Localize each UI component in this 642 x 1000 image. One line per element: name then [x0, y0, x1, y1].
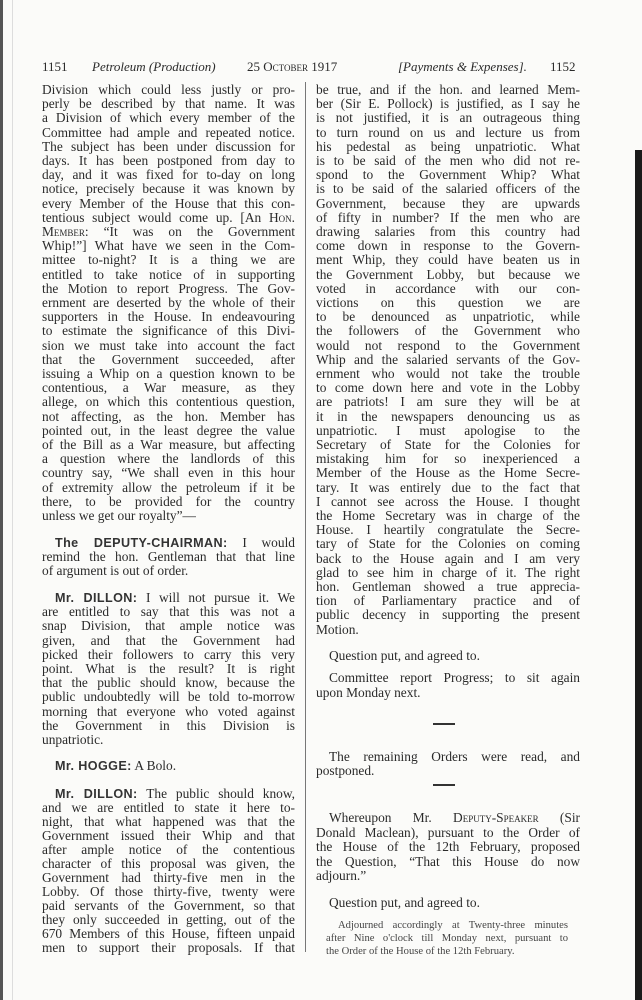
- text-segment: public decency in supporting the present: [316, 607, 580, 623]
- text-line: [316, 281, 580, 296]
- text-segment: The public should know,: [137, 786, 295, 801]
- text-segment: glad to see him in charge of it. The right: [316, 564, 580, 580]
- text-line: [329, 670, 580, 685]
- text-segment: pointed out, in the least degree the value: [42, 422, 295, 438]
- text-segment: to come down here and vote in the Lobby: [316, 380, 580, 396]
- text-segment: unless we get our royalty”—: [42, 508, 196, 523]
- text-line: [42, 689, 295, 704]
- text-line: [42, 96, 295, 111]
- text-line: [42, 252, 295, 267]
- text-line: [316, 423, 580, 438]
- text-segment: mistaking him for so inexperienced a: [316, 451, 580, 467]
- text-segment: of the Bill as a War measure, but affecting: [42, 437, 295, 452]
- text-segment: Adjourned accordingly at Twenty-three minutes: [338, 920, 568, 931]
- text-segment: be true, and if the hon. and learned Mem-: [316, 82, 580, 97]
- text-segment: Government, because they are upwards: [316, 195, 580, 211]
- text-line: [42, 196, 295, 211]
- text-line: [316, 839, 580, 854]
- speaker-name: Mr. DILLON:: [55, 787, 138, 801]
- text-segment: mittee to-night? It is a thing we are: [42, 252, 295, 268]
- text-segment: contentious, a War measure, as they: [42, 380, 295, 396]
- small-caps-text: Hon.: [268, 209, 295, 225]
- text-segment: the followers of the Government who: [316, 323, 580, 339]
- left-page-number: 1151: [42, 59, 68, 74]
- text-segment: country say, “We shall even in this hour: [42, 465, 295, 481]
- text-line: [42, 508, 295, 523]
- text-line: [316, 593, 580, 608]
- text-segment: the Home Secretary was in charge of the: [316, 508, 580, 523]
- text-line: [42, 423, 295, 438]
- text-segment: supporters in the House. In endeavouring: [42, 309, 295, 325]
- text-line: [316, 309, 580, 324]
- text-line: [42, 884, 295, 899]
- text-line: [42, 856, 295, 871]
- text-line: [42, 394, 295, 409]
- text-line: [42, 814, 295, 829]
- text-line: [42, 661, 295, 676]
- text-line: [316, 536, 580, 551]
- text-line: [329, 749, 580, 764]
- text-line: [316, 366, 580, 381]
- text-segment: back to the House again and I am very: [316, 550, 580, 566]
- text-segment: Whereupon Mr.: [329, 810, 454, 825]
- section-rule: [433, 784, 455, 786]
- text-segment: sion we must take into account the fact: [42, 337, 295, 353]
- text-segment: it in the newspapers denouncing us as: [316, 408, 580, 424]
- text-line: [42, 604, 295, 619]
- small-caps-text: Member: [42, 224, 85, 239]
- text-segment: The remaining Orders were read, and: [329, 749, 580, 764]
- text-line: [316, 685, 580, 700]
- text-segment: tary. It was entirely due to the fact that: [316, 479, 580, 495]
- text-line: [42, 870, 295, 885]
- text-line: [316, 409, 580, 424]
- text-segment: issuing a Whip on a question known to be: [42, 366, 295, 381]
- text-line: [316, 522, 580, 537]
- text-segment: paid servants of the Government, so that: [42, 898, 295, 913]
- text-line: [42, 125, 295, 140]
- text-segment: of extremity allow the petroleum if it be: [42, 479, 295, 495]
- text-line: [42, 842, 295, 857]
- text-segment: Lobby. Of those thirty-five, twenty were: [42, 884, 295, 899]
- text-segment: allege, on which this contentious question,: [42, 394, 295, 410]
- text-line: [316, 295, 580, 310]
- text-segment: upon Monday next.: [316, 684, 421, 700]
- speech-opening-line: [55, 758, 295, 773]
- date-month: October: [263, 59, 308, 74]
- text-line: [316, 465, 580, 480]
- text-segment: picked their followers to carry this very: [42, 646, 295, 662]
- scan-edge-line: [12, 0, 13, 1000]
- text-line: [316, 451, 580, 466]
- text-segment: not affecting, as the hon. Member has: [42, 408, 295, 424]
- text-line: [316, 196, 580, 211]
- scan-edge-right: [635, 150, 642, 1000]
- text-line: [42, 912, 295, 927]
- text-line: [42, 82, 295, 97]
- text-line: [42, 828, 295, 843]
- text-line: [42, 281, 295, 296]
- text-segment: to estimate the significance of this Divi-: [42, 323, 295, 339]
- text-segment: there, to be provided for the country: [42, 493, 295, 509]
- text-line: [316, 153, 580, 168]
- date-day: 25: [247, 59, 260, 74]
- text-segment: I cannot see across the House. I thought: [316, 493, 580, 509]
- text-line: [42, 309, 295, 324]
- text-line: [316, 480, 580, 495]
- text-line: [316, 125, 580, 140]
- text-segment: Committee had ample and repeated notice.: [42, 124, 295, 140]
- text-line: [316, 267, 580, 282]
- text-segment: I will not pursue it. We: [137, 590, 295, 605]
- text-segment: adjourn.”: [316, 868, 367, 883]
- text-line: [329, 648, 580, 663]
- text-segment: Committee report Progress; to sit again: [329, 670, 580, 685]
- text-segment: tentious subject would come up. [An: [42, 209, 269, 225]
- text-segment: perly be described by that name. It was: [42, 96, 295, 112]
- text-segment: ernment are deserted by the whole of their: [42, 295, 295, 310]
- text-segment: Question put, and agreed to.: [329, 648, 480, 663]
- text-line: [42, 267, 295, 282]
- text-segment: unpatriotic.: [42, 732, 104, 747]
- text-segment: public undoubtedly will be told to-morrow: [42, 689, 295, 705]
- header-date: [247, 59, 337, 75]
- text-segment: day, and it was fixed for to-day on long: [42, 167, 295, 183]
- text-segment: Question put, and agreed to.: [329, 895, 480, 910]
- speaker-name: Mr. DILLON:: [55, 591, 138, 605]
- text-line: [316, 210, 580, 225]
- text-segment: ernment who would not take the trouble: [316, 366, 580, 381]
- text-line: [42, 238, 295, 253]
- text-line: [316, 494, 580, 509]
- text-segment: character of this proposal was given, the: [42, 856, 295, 871]
- text-line: [316, 437, 580, 452]
- text-line: [316, 607, 580, 622]
- text-segment: (Sir: [538, 810, 581, 825]
- text-segment: ment Whip, they could have beaten us in: [316, 252, 580, 268]
- text-line: [316, 139, 580, 154]
- text-line: [42, 618, 295, 633]
- text-line: [42, 139, 295, 154]
- text-segment: morning that everyone who voted against: [42, 703, 295, 719]
- text-segment: notice, precisely because it was known by: [42, 181, 295, 197]
- text-line: [42, 704, 295, 719]
- text-segment: Donald Maclean), pursuant to the Order of: [316, 824, 580, 840]
- text-segment: days. It has been postponed from day to: [42, 153, 295, 168]
- text-line: [42, 465, 295, 480]
- column-divider: [305, 82, 306, 952]
- text-line: [42, 366, 295, 381]
- text-line: [42, 181, 295, 196]
- text-segment: point. What is the result? It is right: [42, 661, 295, 676]
- text-segment: A Bolo.: [131, 758, 177, 773]
- scan-edge-left: [0, 0, 3, 1000]
- right-page-number: 1152: [550, 59, 576, 74]
- date-year: 1917: [311, 59, 338, 74]
- text-line: [316, 96, 580, 111]
- text-segment: are patriots! I am sure they will be at: [316, 394, 580, 410]
- text-segment: hon. Gentleman showed a true apprecia-: [316, 579, 580, 594]
- text-segment: entitled to take notice of in supporting: [42, 266, 295, 282]
- text-line: [42, 494, 295, 509]
- text-line: [326, 932, 568, 945]
- text-segment: men to support their proposals. If that: [42, 940, 295, 955]
- text-line: [42, 167, 295, 182]
- text-line: [42, 718, 295, 733]
- text-segment: victions on this question we are: [316, 295, 580, 310]
- text-line: [42, 940, 295, 955]
- text-line: [316, 338, 580, 353]
- text-line: [42, 633, 295, 648]
- text-line: [42, 210, 295, 225]
- text-segment: the House of the 12th February, proposed: [316, 839, 580, 854]
- text-segment: drawing salaries from this country had: [316, 224, 580, 239]
- text-line: [42, 380, 295, 395]
- right-running-title: [Payments & Expenses].: [398, 59, 527, 74]
- text-segment: his pedestal as being unpatriotic. What: [316, 138, 580, 154]
- text-line: [316, 763, 580, 778]
- text-line: [329, 810, 580, 825]
- text-line: [316, 110, 580, 125]
- text-line: [316, 565, 580, 580]
- text-line: [316, 167, 580, 182]
- text-segment: 670 Members of this House, fifteen unpaid: [42, 926, 295, 941]
- text-line: [42, 549, 295, 564]
- text-segment: Government issued their Whip and that: [42, 828, 295, 843]
- text-line: [316, 181, 580, 196]
- text-line: [42, 451, 295, 466]
- text-line: [316, 238, 580, 253]
- text-segment: the Government in this Division is: [42, 717, 295, 733]
- text-segment: the Order of the House of the 12th February.: [326, 946, 515, 957]
- text-line: [42, 153, 295, 168]
- text-segment: the Motion to report Progress. The Gov-: [42, 280, 295, 296]
- text-segment: Secretary of State for the Colonies for: [316, 437, 580, 452]
- text-segment: would not respond to the Government: [316, 337, 580, 353]
- text-line: [316, 551, 580, 566]
- text-line: [42, 338, 295, 353]
- text-line: [42, 224, 295, 239]
- text-line: [42, 295, 295, 310]
- text-line: [42, 437, 295, 452]
- text-line: [316, 825, 580, 840]
- text-segment: and we are entitled to state it here to-: [42, 800, 295, 815]
- text-segment: night, that what happened was that the: [42, 814, 295, 829]
- text-line: [316, 224, 580, 239]
- text-segment: Whip and the salaried servants of the Gov-: [316, 351, 580, 367]
- speech-opening-line: [55, 786, 295, 801]
- text-segment: House. I heartily congratulate the Secre-: [316, 522, 580, 538]
- left-running-title: Petroleum (Production): [92, 59, 216, 74]
- section-rule: [433, 723, 455, 725]
- text-line: [42, 647, 295, 662]
- text-segment: is not justified, it is an outrageous thing: [316, 110, 580, 126]
- text-segment: to turn round on us and lecture us from: [316, 124, 580, 140]
- text-line: [326, 945, 568, 958]
- text-segment: is to be said of the men who did not re-: [316, 153, 580, 168]
- text-segment: tary of State for the Colonies on coming: [316, 536, 580, 552]
- text-line: [338, 919, 568, 932]
- text-line: [42, 352, 295, 367]
- text-segment: Whip!”] What have we seen in the Com-: [42, 238, 295, 254]
- text-line: [316, 394, 580, 409]
- text-segment: the Question, “That this House do now: [316, 853, 580, 869]
- text-segment: they only succeeded in getting, out of the: [42, 912, 295, 927]
- text-line: [316, 579, 580, 594]
- text-line: [316, 252, 580, 267]
- speaker-name: Mr. HOGGE:: [55, 759, 132, 773]
- text-segment: are entitled to say that this was not a: [42, 604, 295, 620]
- text-segment: that the Government succeeded, after: [42, 351, 295, 367]
- text-line: [42, 409, 295, 424]
- text-segment: of fifty in number? If the men who are: [316, 209, 580, 225]
- text-line: [316, 323, 580, 338]
- text-segment: spond to the Government Whip? What: [316, 167, 580, 183]
- speech-opening-line: [55, 535, 295, 550]
- text-segment: come down in response to the Govern-: [316, 238, 580, 254]
- speech-opening-line: [55, 590, 295, 605]
- text-segment: every Member of the House that this con-: [42, 195, 295, 211]
- text-segment: Division which could less justly or pro-: [42, 82, 295, 97]
- text-line: [42, 563, 295, 578]
- text-segment: unpatriotic. I must apologise to the: [316, 422, 580, 438]
- text-segment: postponed.: [316, 763, 375, 779]
- text-line: [329, 895, 580, 910]
- text-line: [316, 854, 580, 869]
- text-segment: is to be said of the salaried officers of the: [316, 181, 580, 197]
- text-segment: Member of the House as the Home Secre-: [316, 465, 580, 481]
- text-line: [42, 110, 295, 125]
- text-segment: Government had thirty-five men in the: [42, 870, 295, 885]
- text-line: [42, 926, 295, 941]
- text-segment: after Nine o'clock till Monday next, pursuant to: [326, 933, 568, 944]
- text-segment: The subject has been under discussion for: [42, 138, 295, 154]
- text-segment: Motion.: [316, 621, 359, 637]
- text-line: [316, 82, 580, 97]
- text-segment: snap Division, that ample notice was: [42, 618, 295, 634]
- text-line: [42, 732, 295, 747]
- text-segment: : “It was on the Government: [84, 224, 295, 239]
- text-segment: of argument is out of order.: [42, 563, 189, 579]
- text-line: [42, 323, 295, 338]
- text-segment: to be denounced as unpatriotic, while: [316, 309, 580, 325]
- text-segment: tion of Parliamentary practice and of: [316, 593, 580, 609]
- text-segment: ber (Sir E. Pollock) is justified, as I say he: [316, 96, 580, 112]
- text-line: [42, 480, 295, 495]
- small-caps-text: Deputy-Speaker: [453, 810, 539, 825]
- text-line: [316, 508, 580, 523]
- text-line: [42, 675, 295, 690]
- text-segment: the Government Lobby, but because we: [316, 266, 580, 282]
- text-line: [316, 868, 580, 883]
- text-line: [42, 800, 295, 815]
- text-segment: remind the hon. Gentleman that that line: [42, 549, 295, 565]
- text-segment: voted in accordance with our con-: [316, 280, 580, 296]
- text-segment: I would: [227, 535, 295, 550]
- text-segment: that the public should know, because the: [42, 675, 295, 691]
- text-segment: a question where the landlords of this: [42, 451, 295, 467]
- text-line: [316, 622, 580, 637]
- text-segment: given, and that the Government had: [42, 632, 295, 648]
- text-segment: after ample notice of the contentious: [42, 842, 295, 857]
- speaker-name: The DEPUTY-CHAIRMAN:: [55, 536, 228, 550]
- text-segment: a Division of which every member of the: [42, 110, 295, 126]
- text-line: [42, 898, 295, 913]
- text-line: [316, 352, 580, 367]
- text-line: [316, 380, 580, 395]
